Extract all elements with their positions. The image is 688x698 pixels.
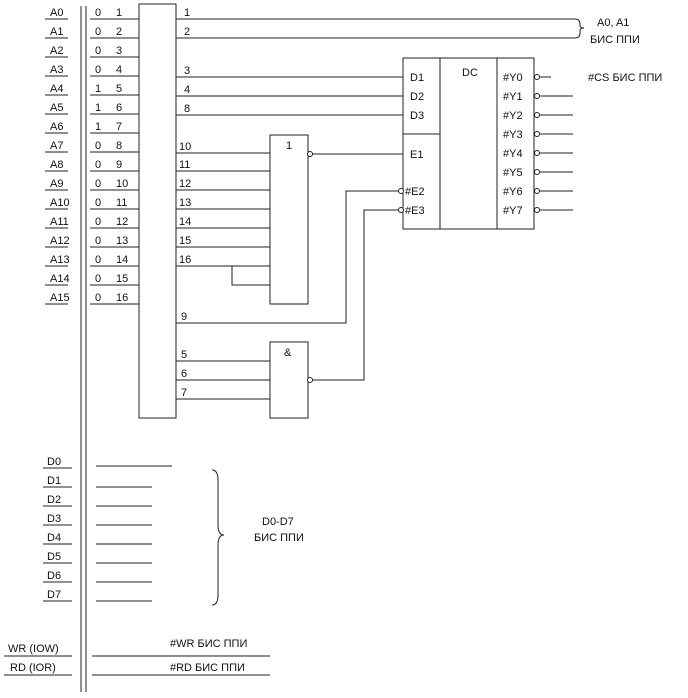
address-bus-rows [45,7,139,304]
decoder-output-bubble [535,94,540,99]
e3-inversion-bubble [399,208,404,213]
data-bus-label-2: БИС ППИ [254,532,304,544]
tap-label: 5 [181,349,188,361]
address-line-name: A5 [50,102,64,114]
address-bit-value: 1 [95,102,102,114]
data-line-name: D4 [47,532,62,544]
tap-label: 3 [184,65,191,77]
address-bit-value: 0 [95,178,102,190]
decoder-output-label: #Y3 [503,129,523,141]
address-bit-value: 0 [95,64,102,76]
decoder-output-bubble [535,170,540,175]
address-bit-value: 0 [95,7,102,19]
address-bit-value: 1 [95,83,102,95]
address-row-number: 6 [116,102,123,114]
address-row-number: 2 [116,26,123,38]
address-line-name: A0 [50,7,64,19]
data-line-name: D5 [47,551,62,563]
address-row-number: 9 [116,159,123,171]
and-gate-inversion-bubble [308,378,313,383]
address-row-number: 5 [116,83,123,95]
address-line-name: A6 [50,121,64,133]
address-row-number: 13 [116,235,129,247]
address-bit-value: 0 [95,140,102,152]
decoder-output-bubble [535,189,540,194]
address-row-number: 10 [116,178,129,190]
tap-label: 10 [179,141,192,153]
address-row-number: 11 [116,197,128,209]
control-signal-target: #WR БИС ППИ [170,638,248,650]
bus-tap-labels [179,7,191,399]
brace-data-bus [212,470,224,605]
address-line-name: A1 [50,26,64,38]
tap-label: 16 [179,254,192,266]
internal-bus-bar [139,4,176,418]
address-bit-value: 0 [95,235,102,247]
ppi-address-label-2: БИС ППИ [590,34,640,46]
address-row-number: 14 [116,254,129,266]
address-line-name: A12 [50,235,70,247]
decoder-output-label: #Y5 [503,167,523,179]
decoder-output-label: #Y6 [503,186,523,198]
control-lines [4,638,270,675]
data-line-name: D3 [47,513,62,525]
address-line-name: A11 [50,216,69,228]
decoder-output-label: #Y1 [503,91,523,103]
tap-label: 2 [184,26,191,38]
decoder-input-label: D3 [410,110,425,122]
address-line-name: A13 [50,254,70,266]
or-gate [270,135,308,304]
address-line-name: A9 [50,178,64,190]
address-line-name: A8 [50,159,64,171]
address-row-number: 15 [116,273,129,285]
address-bit-value: 1 [95,121,102,133]
decoder-output-label: #Y2 [503,110,523,122]
decoder-input-label: D2 [410,91,425,103]
address-row-number: 4 [116,64,123,76]
decoder-output-label: #Y7 [503,205,523,217]
tap-label: 7 [181,387,188,399]
decoder-output-label: #Y0 [503,72,523,84]
decoder-output-bubble [535,132,540,137]
data-line-name: D7 [47,589,62,601]
decoder-output-bubble [535,75,540,80]
tap-label: 8 [184,103,191,115]
decoder-output-label: #Y4 [503,148,523,160]
data-bus-label: D0-D7 [262,516,294,528]
data-line-name: D1 [47,475,62,487]
address-line-name: A7 [50,140,64,152]
address-bit-value: 0 [95,197,102,209]
address-bit-value: 0 [95,292,102,304]
tap-label: 13 [179,197,192,209]
or-gate-symbol: 1 [286,140,293,152]
data-line-name: D2 [47,494,62,506]
address-bit-value: 0 [95,26,102,38]
address-row-number: 7 [116,121,123,133]
address-line-name: A2 [50,45,64,57]
address-bit-value: 0 [95,273,102,285]
tap-label: 6 [181,368,188,380]
address-line-name: A3 [50,64,64,76]
decoder-input-label: D1 [410,72,425,84]
decoder-title: DC [462,67,478,79]
address-line-name: A10 [50,197,70,209]
cs-label: #CS БИС ППИ [588,72,663,84]
tap-label: 15 [179,235,192,247]
tap-label: 1 [184,7,191,19]
data-bus-rows [43,456,152,601]
tap-label: 11 [179,159,191,171]
address-line-name: A4 [50,83,64,95]
address-bit-value: 0 [95,216,102,228]
address-row-number: 8 [116,140,123,152]
ppi-address-label: A0, A1 [597,17,630,29]
address-line-name: A15 [50,292,70,304]
address-row-number: 3 [116,45,123,57]
and-gate-symbol: & [284,347,292,359]
tap-label: 12 [179,178,192,190]
control-signal-target: #RD БИС ППИ [170,662,245,674]
e2-inversion-bubble [399,189,404,194]
tap-label: 9 [181,311,188,323]
decoder-enable-label: E1 [410,149,424,161]
control-signal-name: RD (IOR) [10,662,56,674]
tap-label: 4 [184,84,191,96]
address-line-name: A14 [50,273,70,285]
address-bit-value: 0 [95,254,102,266]
decoder-output-bubble [535,113,540,118]
or-gate-inversion-bubble [308,152,313,157]
tap-label: 14 [179,216,192,228]
data-line-name: D0 [47,456,62,468]
decoder-output-bubble [535,208,540,213]
decoder [399,58,574,229]
address-row-number: 1 [116,7,123,19]
decoder-output-bubble [535,151,540,156]
decoder-enable-label: #E3 [405,205,425,217]
decoder-enable-label: #E2 [405,186,425,198]
address-bit-value: 0 [95,159,102,171]
data-line-name: D6 [47,570,62,582]
address-row-number: 16 [116,292,129,304]
control-signal-name: WR (IOW) [8,643,59,655]
address-bit-value: 0 [95,45,102,57]
brace-ppi-address [575,19,584,38]
address-row-number: 12 [116,216,129,228]
